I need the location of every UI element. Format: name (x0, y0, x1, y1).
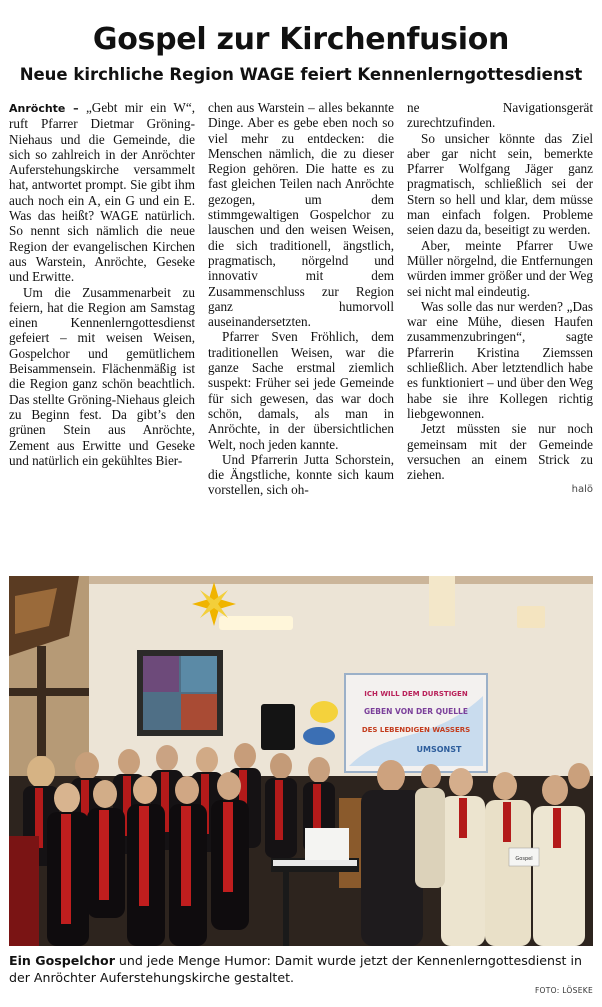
paragraph: ne Navigationsgerät zurechtzufinden. (407, 100, 593, 131)
article-column-2 (208, 100, 394, 570)
paragraph: Jetzt müssten sie nur noch gemeinsam mit der Gemeinde versuchen an einem Strick zu ziehen. (407, 421, 593, 483)
paragraph: So unsicher könnte das Ziel aber gar nicht sein, bemerkte Pfarrer Wolfgang Jäger ganz pragmatisch, schließlich sei der Stern so hell und klar, dem müsse man einfach folgen. Probleme seien dazu da, beseitigt zu werden. (407, 130, 593, 238)
banner (345, 674, 487, 772)
banner-text: DES LEBENDIGEN WASSERS (361, 726, 471, 734)
cross-icon (37, 646, 46, 756)
photo-caption (9, 952, 593, 986)
choir-photo (9, 576, 593, 946)
paragraph (9, 100, 195, 285)
subheadline: Neue kirchliche Region WAGE feiert Kennenlerngottesdienst (19, 65, 583, 84)
paragraph: Um die Zusammenarbeit zu feiern, hat die Region am Samstag einen Kennenlerngottesdienst gefeiert – mit weisen Weisen, Gospelchor und gemütlichem Beisammensein. Flächenmäßig ist die Region ganz schön beachtlich. Das stellte Gröning-Niehaus gleich zu Beginn fest. Da gibt’s den grünen Stein aus Anröchte, Zement aus Erwitte und Geseke und natürlich ein gekühltes Bier- (9, 284, 195, 468)
loudspeaker (261, 704, 295, 750)
banner-text: UMSONST (416, 745, 462, 754)
caption-lead: Ein Gospelchor (9, 953, 115, 968)
article-column-3 (407, 100, 593, 570)
songbook-label: Gospel (515, 856, 533, 862)
paragraph: chen aus Warstein – alles bekannte Dinge. Aber es gebe eben noch so viel mehr zu entdecken: die Menschen nämlich, die zu dieser Region gehören. Die hatte es zu fast gleichen Teilen nach Anröchte gezogen, um dem stimmgewaltigen Gospelchor zu lauschen und den weisen Weisen, die sich traditionell, ängstlich, pragmatisch, nörgelnd und innovativ mit dem Zusammenschluss zur Region ganz humorvoll auseinandersetzten. (208, 100, 394, 330)
paragraph: Pfarrer Sven Fröhlich, dem traditionellen Weisen, war die ganze Sache erstmal ziemlich suspekt: Früher sei jede Gemeinde für sich gewesen, das war doch schön, damals, als man in Anröchte, in der übersichtlichen Welt, noch jeden kannte. (208, 329, 394, 452)
headline: Gospel zur Kirchenfusion (92, 22, 510, 57)
caption-text: und jede Menge Humor: Damit wurde jetzt der Kennenlerngottesdienst in der Anröchter Auferstehungskirche gestaltet. (9, 953, 582, 985)
pianist (361, 790, 423, 946)
article-column-1 (9, 100, 195, 570)
banner-text: GEBEN VON DER QUELLE (364, 707, 468, 716)
dateline: Anröchte – (9, 102, 79, 115)
banner-text: ICH WILL DEM DURSTIGEN (364, 690, 468, 698)
author-signature: halö (571, 484, 593, 496)
paragraph: Aber, meinte Pfarrer Uwe Müller nörgelnd, die Entfernungen würden immer größer und der Weg sei nicht mal eindeutig. (407, 237, 593, 299)
paragraph: Was solle das nur werden? „Das war eine Mühe, diesen Haufen zusammenzubringen“, sagte Pfarrerin Kristina Ziemssen schließlich. Aber letztendlich habe es funktioniert – und über den Weg habe sie ihre Kollegen richtig liebgewonnen. (407, 298, 593, 421)
photo-illustration (9, 576, 593, 946)
paragraph-text: „Gebt mir ein W“, ruft Pfarrer Dietmar Gröning-Niehaus und die Gemeinde, die sich so zahlreich in der Anröchter Auferstehungskirche versammelt hat, antwortet prompt. Sie gibt ihm auch noch ein A, ein G und ein E. Was das heißt? WAGE natürlich. So nennt sich nämlich die neue Region der evangelischen Kirchen aus Warstein, Anröchte, Geseke und Erwitte. (9, 100, 195, 285)
paragraph: Und Pfarrerin Jutta Schorstein, die Ängstliche, konnte sich kaum vorstellen, sich oh- (208, 451, 394, 498)
photo-credit: FOTO: LÖSEKE (534, 986, 593, 995)
